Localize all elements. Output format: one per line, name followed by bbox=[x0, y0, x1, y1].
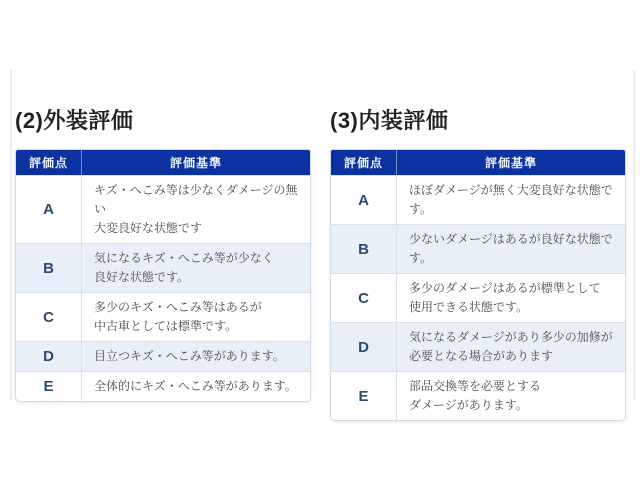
criteria-cell bbox=[397, 225, 625, 273]
table-row bbox=[331, 273, 625, 322]
grade-cell: C bbox=[16, 293, 82, 341]
column-header-criteria: 評価基準 bbox=[169, 156, 222, 170]
grade-cell: A bbox=[16, 176, 82, 243]
criteria-cell bbox=[82, 244, 310, 292]
criteria-line: ダメージがあります。 bbox=[409, 398, 528, 412]
criteria-line: 全体的にキズ・へこみ等があります。 bbox=[94, 379, 297, 393]
grade-cell: A bbox=[331, 176, 397, 224]
table-row bbox=[16, 292, 310, 341]
criteria-cell bbox=[82, 372, 310, 401]
criteria-line: 多少のキズ・へこみ等はあるが bbox=[94, 300, 262, 314]
table-header-row bbox=[16, 150, 310, 175]
panel-right-edge bbox=[633, 70, 635, 400]
criteria-cell bbox=[82, 176, 310, 243]
column-header-score: 評価点 bbox=[331, 150, 397, 175]
criteria-line: 中古車としては標準です。 bbox=[94, 319, 238, 333]
grade-cell: B bbox=[331, 225, 397, 273]
criteria-cell bbox=[82, 293, 310, 341]
table-row bbox=[16, 243, 310, 292]
criteria-cell bbox=[397, 176, 625, 224]
table-row bbox=[16, 341, 310, 371]
interior-evaluation-table bbox=[330, 149, 626, 421]
criteria-line: 気になるダメージがあり多少の加修が bbox=[409, 330, 613, 344]
criteria-cell bbox=[397, 323, 625, 371]
criteria-line: 大変良好な状態です bbox=[94, 221, 203, 235]
section-title-interior: (3)内装評価 bbox=[330, 108, 449, 133]
grade-cell: E bbox=[16, 372, 82, 401]
criteria-line: 必要となる場合があります bbox=[409, 349, 554, 363]
criteria-line: 気になるキズ・へこみ等が少なく bbox=[94, 251, 274, 265]
grade-cell: B bbox=[16, 244, 82, 292]
criteria-line: 少ないダメージはあるが良好な状態です。 bbox=[409, 232, 613, 265]
grade-cell: E bbox=[331, 372, 397, 420]
criteria-cell bbox=[397, 274, 625, 322]
column-header-criteria: 評価基準 bbox=[484, 156, 537, 170]
criteria-line: 多少のダメージはあるが標準として bbox=[409, 281, 601, 295]
table-row bbox=[331, 224, 625, 273]
grade-cell: D bbox=[16, 342, 82, 371]
table-row bbox=[331, 322, 625, 371]
grade-cell: D bbox=[331, 323, 397, 371]
table-row bbox=[331, 175, 625, 224]
table-header-row bbox=[331, 150, 625, 175]
section-title-exterior: (2)外装評価 bbox=[15, 108, 134, 133]
column-header-score: 評価点 bbox=[16, 150, 82, 175]
criteria-cell bbox=[82, 342, 310, 371]
section-interior-evaluation bbox=[330, 104, 630, 421]
grade-cell: C bbox=[331, 274, 397, 322]
exterior-evaluation-table bbox=[15, 149, 311, 402]
table-row bbox=[16, 175, 310, 243]
section-exterior-evaluation bbox=[15, 104, 315, 402]
criteria-line: ほぼダメージが無く大変良好な状態です。 bbox=[409, 183, 613, 216]
table-row bbox=[16, 371, 310, 401]
criteria-line: 使用できる状態です。 bbox=[409, 300, 529, 314]
criteria-line: 部品交換等を必要とする bbox=[409, 379, 542, 393]
criteria-cell bbox=[397, 372, 625, 420]
panel-left-edge bbox=[10, 70, 12, 400]
criteria-line: キズ・へこみ等は少なくダメージの無い bbox=[94, 183, 298, 216]
criteria-line: 良好な状態です。 bbox=[94, 270, 190, 284]
criteria-line: 目立つキズ・へこみ等があります。 bbox=[94, 349, 285, 363]
table-row bbox=[331, 371, 625, 420]
